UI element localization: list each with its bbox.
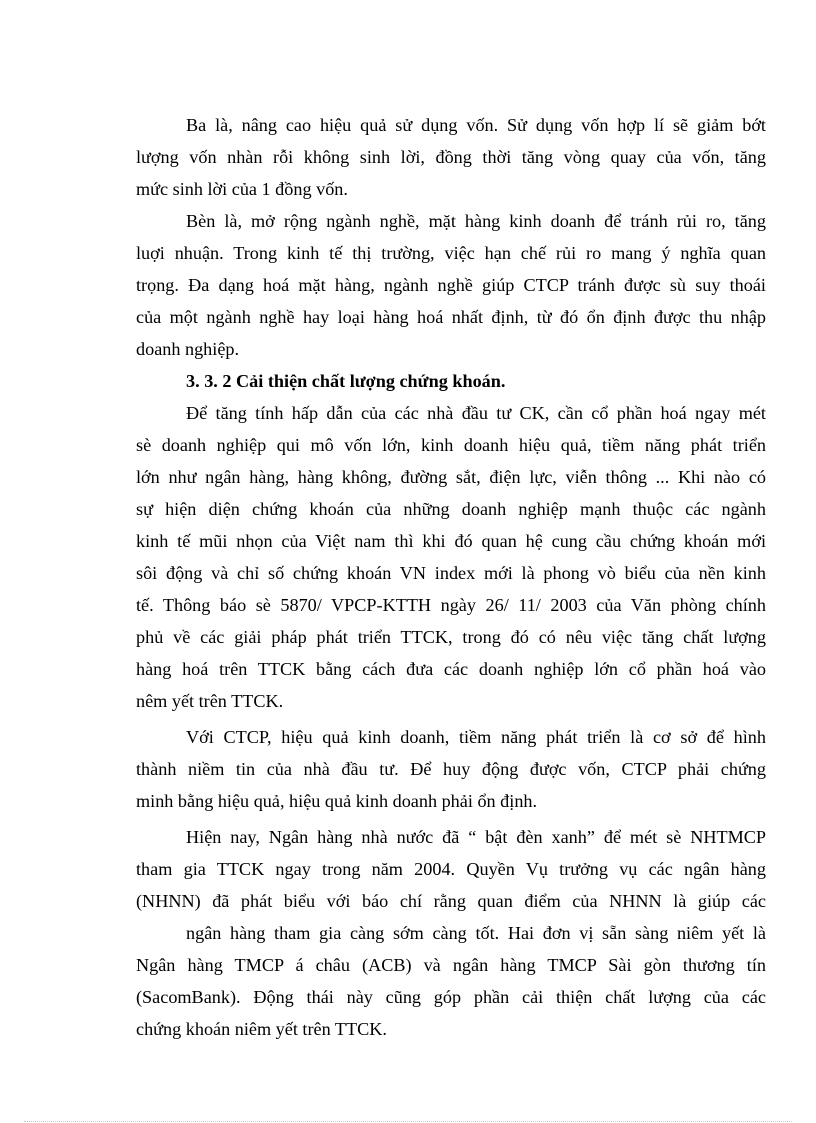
paragraph-line: kinh tế mũi nhọn của Việt nam thì khi đó quan hệ cung cầu chứng khoán mới xyxy=(136,531,766,551)
paragraph-line: sự hiện diện chứng khoán của những doanh nghiệp mạnh thuộc các ngành xyxy=(136,499,766,519)
page-bottom-divider xyxy=(24,1121,792,1122)
paragraph-line: nêm yết trên TTCK. xyxy=(136,691,284,711)
paragraph-line: Để tăng tính hấp dẫn của các nhà đầu tư CK, cần cổ phần hoá ngay mét xyxy=(186,403,766,423)
paragraph-line: mức sinh lời của 1 đồng vốn. xyxy=(136,179,348,199)
paragraph-line: chứng khoán niêm yết trên TTCK. xyxy=(136,1019,387,1039)
paragraph-line: luợi nhuận. Trong kinh tế thị trường, việc hạn chế rủi ro mang ý nghĩa quan xyxy=(136,243,766,263)
paragraph-line: của một ngành nghề hay loại hàng hoá nhất định, từ đó ổn định được thu nhập xyxy=(136,307,766,327)
paragraph-line: trọng. Đa dạng hoá mặt hàng, ngành nghề giúp CTCP tránh được sù suy thoái xyxy=(136,275,766,295)
paragraph-line: Hiện nay, Ngân hàng nhà nước đã “ bật đèn xanh” để mét sè NHTMCP xyxy=(186,827,766,847)
paragraph-line: Ba là, nâng cao hiệu quả sử dụng vốn. Sử dụng vốn hợp lí sẽ giảm bớt xyxy=(186,115,766,135)
paragraph-line: Bèn là, mở rộng ngành nghề, mặt hàng kinh doanh để tránh rủi ro, tăng xyxy=(186,211,766,231)
paragraph-line: hàng hoá trên TTCK bằng cách đưa các doanh nghiệp lớn cổ phần hoá vào xyxy=(136,659,766,679)
paragraph-line: lượng vốn nhàn rỗi không sinh lời, đồng thời tăng vòng quay của vốn, tăng xyxy=(136,147,766,167)
paragraph-line: doanh nghiệp. xyxy=(136,339,240,359)
paragraph-line: tế. Thông báo sè 5870/ VPCP-KTTH ngày 26/ 11/ 2003 của Văn phòng chính xyxy=(136,595,766,615)
paragraph-line: (NHNN) đã phát biểu với báo chí rằng quan điểm của NHNN là giúp các xyxy=(136,891,766,911)
paragraph-line: ngân hàng tham gia càng sớm càng tốt. Hai đơn vị sẵn sàng niêm yết là xyxy=(186,923,766,943)
paragraph-line: phủ về các giải pháp phát triển TTCK, trong đó có nêu việc tăng chất lượng xyxy=(136,627,766,647)
paragraph-line: Ngân hàng TMCP á châu (ACB) và ngân hàng TMCP Sài gòn thương tín xyxy=(136,955,766,975)
paragraph-line: thành niềm tin của nhà đầu tư. Để huy động được vốn, CTCP phải chứng xyxy=(136,759,766,779)
paragraph-line: sè doanh nghiệp qui mô vốn lớn, kinh doanh hiệu quả, tiềm năng phát triển xyxy=(136,435,766,455)
paragraph-line: tham gia TTCK ngay trong năm 2004. Quyền Vụ trưởng vụ các ngân hàng xyxy=(136,859,766,879)
paragraph-line: minh bằng hiệu quả, hiệu quả kinh doanh phải ổn định. xyxy=(136,791,538,811)
section-heading: 3. 3. 2 Cải thiện chất lượng chứng khoán. xyxy=(186,371,506,391)
paragraph-line: sôi động và chỉ số chứng khoán VN index mới là phong vò biểu của nền kinh xyxy=(136,563,766,583)
paragraph-line: (SacomBank). Động thái này cũng góp phần cải thiện chất lượng của các xyxy=(136,987,766,1007)
paragraph-line: Với CTCP, hiệu quả kinh doanh, tiềm năng phát triển là cơ sở để hình xyxy=(186,727,766,747)
paragraph-line: lớn như ngân hàng, hàng không, đường sắt, điện lực, viễn thông ... Khi nào có xyxy=(136,467,766,487)
